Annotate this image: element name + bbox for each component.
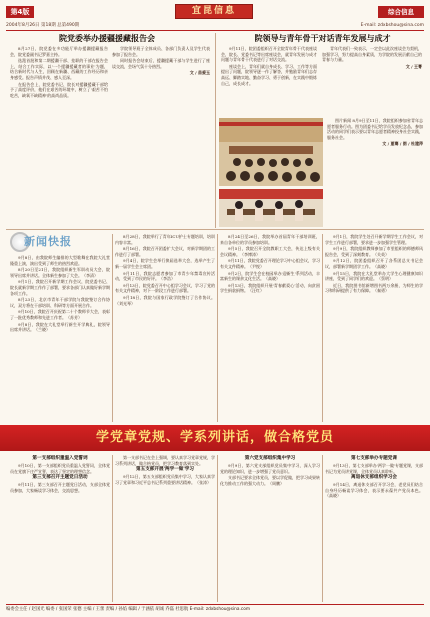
brief-item: 9月15日，我院在大礼堂举办大学生心理健康知识讲座，受到了同学们的欢迎。（蔡明）	[325, 270, 423, 282]
briefs-col2	[115, 234, 215, 421]
story1-para: 同时报告会结束后，援疆援藏干部与学生进行了座谈交流，会场气氛十分热烈。	[112, 58, 210, 69]
brief-item: 8月23日，北京市青年干部学院与我院签订合作协议，双方将在干部培训、科研等方面开展合作。	[10, 297, 110, 308]
bottom-subhead: 第一支部组织重温入党誓词	[32, 456, 88, 461]
photo-caption: 图片新闻 8月9日至11日，我院组织参加省青年志愿者服务行动。图为团委书记给学员发放纪念品，参加活动的同学们表示要以青年志愿者精神投身社会实践，服务社会。	[327, 118, 423, 140]
story1-para: 学院领导班子全体成员、各部门负责人及学生代表参加了报告会。	[112, 46, 210, 57]
briefs-col3	[220, 234, 320, 421]
story2-byline2: 文 / 夏骞 / 图 / 杜建萍	[382, 141, 423, 147]
brief-item: 8月20日至21日，我院组织新生军训动员大会，院领导出席并讲话。全体新生参加了大会。（李清）	[10, 267, 110, 278]
bottom-col2	[115, 455, 215, 602]
story2-byline: 文 / 王菁	[405, 63, 422, 69]
story1-para: 在报告会上，院党委书记、院长对援疆援藏干部给予了高度评价，他们在艰苦的环境中，树立了'艰苦不怕吃苦，缺氧不缺精神'的高尚品质。	[10, 81, 108, 98]
brief-item: 9月4日，院学生会举行换届选举大会，选举产生了新一届学生会主席团。	[115, 258, 215, 269]
issue-label: 第4版	[6, 6, 34, 18]
story2-para: 9月11日，院团委组织召开全院青年骨干代表座谈会，院长、党委书记等出席座谈会，就青年发展与成才问题与青年骨干代表进行了对话交流。	[221, 46, 317, 63]
brief-item: 9月1日，我院召开新学期工作会议，院党委书记、院长就新学期工作作了部署，要求各部门认真做好新学期各项工作。	[10, 279, 110, 296]
section-divider	[6, 229, 424, 230]
brief-item: 9月1日，我院学生处召开新学期学生工作会议，对学生工作进行部署，要求进一步加强学生管理。	[325, 234, 423, 245]
brief-item: 近日，我院图书馆新增图书两万余册，为师生的学习和科研提供了有力保障。（秦勇）	[325, 282, 423, 294]
brief-item: 8月24日至26日，我院举办首届青年干部培训班，来自各单位的学员参加培训。	[220, 234, 320, 245]
brief-item: 8月28日，我院举行了青年ICU护士专题培训，培训内容丰富。	[115, 234, 215, 245]
photo-report-meeting	[219, 118, 323, 186]
briefs-col4	[325, 234, 423, 421]
brief-item: 9月10日，我院召开庆祝第二十个教师节大会，表彰了一批优秀教师和先进工作者。（苏芳）	[10, 309, 110, 320]
column-divider	[217, 234, 218, 422]
bottom-col4	[325, 455, 423, 602]
dateline-email: E-mail: zdxbshou@sina.com	[360, 23, 424, 28]
bottom-para: 9月9日，第六党支部组织党员集中学习，深入学习党的理论知识，进一步增强了党员意识。	[220, 463, 320, 474]
bottom-col1	[10, 455, 110, 602]
story1-para: 8月27日，院党委在多功能厅举办援疆援藏报告会，院党委副书记罗嘉主持。	[10, 46, 108, 57]
story2-col2	[322, 46, 422, 116]
bottom-para: 9月13日，第七支部举办'两学一做'专题党课，支部书记为党员讲党课，全体党员认真聆听。	[325, 463, 423, 474]
column-divider	[112, 234, 113, 422]
brief-item: 8月16日，我院召开团委扩大会议，对新学期团的工作进行了部署。	[115, 246, 215, 257]
column-divider	[322, 455, 323, 602]
story2-headline: 院领导与青年骨干对话青年发展与成才	[254, 33, 391, 43]
photo-volunteers	[219, 189, 323, 227]
briefs-col1	[10, 255, 110, 421]
story1-col2	[112, 46, 210, 228]
bottom-para: 9月11日，第三支部召开主题党日活动，支部全体党员参加，大家畅谈学习体会，交流思想。	[10, 482, 110, 493]
brief-item: 9月13日，我院组织开展'青春献爱心'活动，向贫困学生捐款捐物。（汪红）	[220, 282, 320, 294]
story2-col3	[327, 118, 423, 226]
dateline	[6, 22, 424, 31]
brief-item: 9月11日，我院志愿者参加了市青少年禁毒宣传活动，受到了市民的好评。（李浩）	[115, 270, 215, 282]
dateline-date: 2004年8月26日 第18期 总第490期	[6, 23, 80, 28]
bottom-subhead: 第三支部召开主题党日活动	[32, 475, 88, 481]
brief-item: 9月9日，我院组织教师参加了市里组织的师德师风报告会，受到了深刻教育。（关英）	[325, 246, 423, 257]
brief-item: 9月8日，我院在大礼堂举行新生开学典礼，院领导出席并讲话。（兰晓）	[10, 321, 110, 333]
party-study-banner: 学党章党规、学系列讲话，做合格党员	[0, 425, 430, 451]
column-divider	[217, 455, 218, 602]
brief-item: 9月5日，我院召开全院教职工大会，传达上级有关会议精神。（李博涛）	[220, 246, 320, 257]
story2-para: 青年代表们一致表示，一定会以此次座谈会为契机，加强学习，努力提高自身素质，为学院的发展贡献自己的青春与力量。	[322, 46, 422, 63]
bottom-para: 9月12日，第五支部组织党员集中学习，大家认真学习了党章和习近平总书记系列重要讲话精神。（张涛）	[115, 474, 215, 485]
story1-col1	[10, 46, 108, 228]
brief-item: 9月8日，由我院师生编排的大型歌舞在我院大礼堂隆重上演，演出受到了师生的热烈欢迎。	[10, 255, 110, 266]
bottom-para: 第一支部书记在会上强调，要认真学习党章党规，学习系列讲话，做合格党员，把学习教育落到实处。	[115, 455, 215, 466]
bottom-para: 9月10日，第一支部组织党员重温入党誓词，全体党员在党旗下庄严宣誓，表达了坚定的理想信念。	[10, 463, 110, 474]
brief-item: 9月2日，院学生会在校园举办'迎新生'系列活动，丰富新生的课余文化生活。（高晓）	[220, 270, 320, 282]
brand-logo: 宜昆信息	[175, 4, 253, 19]
bottom-para: 支部书记要求全体党员，要以学促做，把学习成果转化为推动工作的强大动力。（周鹏）	[220, 475, 320, 486]
masthead	[0, 0, 430, 22]
brief-item: 9月12日，院团委组织召开了各系团总支书记会议，部署新学期团学工作。（高晓）	[325, 258, 423, 269]
story1-byline: 文 / 苗爱玉	[189, 70, 210, 76]
column-divider	[322, 234, 323, 422]
brief-item: 9月18日，我院与国家行政学院签订了合作协议。（刘光琴）	[115, 294, 215, 306]
story1-para: 选派首批和第二期援疆干部、挂职的干部在报告会上，结合工作实际，以'一个援疆援藏者的事业'为题，结合新时代与人生，回顾在新疆、西藏的工作经历和亲身感受。报告声情并茂、感人至深。	[10, 58, 108, 80]
briefs-title: 新闻快报	[24, 235, 72, 248]
bottom-col3	[220, 455, 320, 602]
column-divider	[215, 33, 216, 228]
bottom-para: 9月14日，离退休支部召开学习会，老党员们结合自身经历畅谈学习体会，表示要永葆共产党员本色。（高晓）	[325, 482, 423, 499]
column-divider	[112, 455, 113, 602]
bottom-subhead: 第七支部举办专题党课	[351, 456, 397, 461]
brief-item: 9月13日，院党委召开中心组学习会议，学习了党的有关文件精神，对下一阶段工作进行部署。	[115, 282, 215, 294]
story2-para: 座谈会上，青年们就自身成长、学习、工作等方面提出了问题，院领导逐一作了解答，并勉励青年们志存高远、脚踏实地、勤奋学习、勇于创新，在实践中锻炼自己，成长成才。	[221, 63, 317, 86]
bottom-subhead: 离退休支部组织学习会	[351, 475, 397, 481]
brief-item: 9月11日，我院党委召开理论学习中心组会议，学习有关文件精神。（尹悦）	[220, 258, 320, 269]
news-briefs-header	[10, 232, 100, 254]
bottom-subhead: 第五支部开展'两学一做'学习	[136, 467, 194, 473]
section-label: 综合信息	[378, 6, 424, 18]
bottom-subhead: 第六党支部组织集中学习	[244, 456, 296, 461]
story2-col1	[221, 46, 317, 116]
story1-headline: 院党委举办援疆援藏报告会	[59, 33, 155, 43]
editorial-footer: 编委会主任 / 赵国光 编委 / 张国荣 张德 主编 / 王蕾 责编 / 孙焰 编辑 / 于涵依 胡诚 乔磊 杜思航 E-mail: zdxbshou@sina.com	[6, 604, 424, 614]
